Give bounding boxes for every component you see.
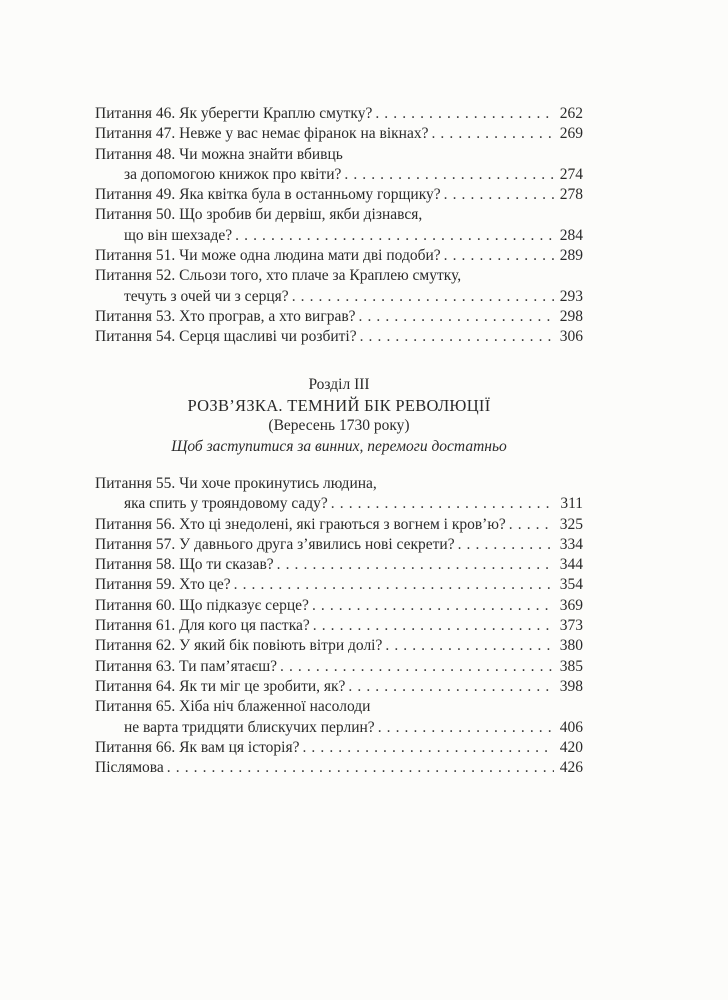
- toc-page-number: 406: [559, 718, 583, 736]
- toc-entry: [95, 205, 583, 246]
- toc-list-part-3: [95, 474, 583, 778]
- toc-leader-dots: [378, 718, 554, 738]
- toc-entry: [95, 266, 583, 307]
- toc-entry: [95, 596, 583, 616]
- toc-leader-dots: [313, 616, 554, 636]
- toc-entry-afterword: [95, 758, 583, 778]
- toc-leader-dots: [458, 535, 554, 555]
- section-number: Розділ ІІІ: [308, 376, 370, 393]
- toc-leader-dots: [385, 636, 554, 656]
- toc-entry: [95, 246, 583, 266]
- toc-entry-title: Питання 58. Що ти сказав?: [95, 556, 274, 574]
- toc-entry-title: Післямова: [95, 759, 164, 777]
- toc-entry-title: Питання 52. Сльози того, хто плаче за Краплею смутку,: [95, 267, 462, 285]
- toc-leader-dots: [292, 287, 554, 307]
- section-heading: [95, 375, 583, 457]
- toc-entry: [95, 307, 583, 327]
- toc-entry-title: Питання 55. Чи хоче прокинутись людина,: [95, 475, 377, 492]
- toc-list-part-2-end: [95, 104, 583, 348]
- toc-leader-dots: [444, 246, 554, 266]
- toc-entry: [95, 145, 583, 186]
- toc-page-number: 262: [559, 105, 583, 122]
- toc-page-number: 344: [559, 556, 583, 574]
- toc-entry: [95, 185, 583, 205]
- toc-leader-dots: [302, 738, 554, 758]
- toc-page-number: 420: [559, 738, 583, 756]
- toc-entry: [95, 575, 583, 595]
- toc-entry-title-continued: течуть з очей чи з серця?: [124, 287, 289, 305]
- toc-leader-dots: [312, 596, 554, 616]
- toc-entry-title-continued: за допомогою книжок про квіти?: [124, 165, 342, 183]
- toc-page-number: 306: [559, 328, 583, 346]
- toc-entry-title-continued: яка спить у трояндовому саду?: [124, 495, 328, 513]
- toc-entry-title: Питання 66. Як вам ця історія?: [95, 738, 300, 756]
- toc-entry: [95, 555, 583, 575]
- toc-entry: [95, 515, 583, 535]
- toc-entry: [95, 636, 583, 656]
- toc-entry: [95, 124, 583, 144]
- toc-entry: [95, 327, 583, 347]
- toc-entry: [95, 104, 583, 124]
- toc-leader-dots: [234, 575, 554, 595]
- toc-entry-title: Питання 63. Ти пам’ятаєш?: [95, 657, 278, 675]
- section-epigraph: Щоб заступитися за винних, перемоги достатньо: [171, 437, 507, 455]
- toc-leader-dots: [509, 515, 554, 535]
- toc-entry-title: Питання 56. Хто ці знедолені, які граються з вогнем і кров’ю?: [95, 515, 506, 533]
- toc-entry: [95, 616, 583, 636]
- toc-entry-title: Питання 47. Невже у вас немає фіранок на вікнах?: [95, 125, 429, 143]
- toc-page-number: 369: [559, 596, 583, 614]
- toc-entry: [95, 697, 583, 738]
- toc-page-number: 426: [559, 759, 583, 777]
- toc-entry-title: Питання 62. У який бік повіють вітри долі?: [95, 637, 383, 655]
- toc-leader-dots: [344, 165, 554, 185]
- toc-entry-title: Питання 51. Чи може одна людина мати дві подоби?: [95, 247, 441, 265]
- toc-leader-dots: [360, 327, 554, 347]
- toc-page-number: 298: [559, 307, 583, 325]
- section-title: РОЗВ’ЯЗКА. ТЕМНИЙ БІК РЕВОЛЮЦІЇ: [187, 395, 491, 415]
- toc-leader-dots: [331, 494, 554, 514]
- toc-leader-dots: [277, 555, 554, 575]
- toc-page-number: 325: [559, 515, 583, 533]
- toc-page-number: 274: [559, 165, 583, 183]
- toc-leader-dots: [235, 226, 554, 246]
- toc-entry-title: Питання 61. Для кого ця пастка?: [95, 617, 310, 635]
- toc-entry-title-continued: не варта тридцяти блискучих перлин?: [124, 718, 375, 736]
- toc-page-number: 293: [559, 287, 583, 305]
- toc-entry-title: Питання 50. Що зробив би дервіш, якби дізнався,: [95, 206, 423, 224]
- toc-leader-dots: [167, 758, 554, 778]
- toc-entry: [95, 535, 583, 555]
- toc-entry: [95, 738, 583, 758]
- toc-entry-title-continued: що він шехзаде?: [124, 226, 233, 244]
- toc-page-number: 284: [559, 226, 583, 244]
- toc-leader-dots: [444, 185, 554, 205]
- toc-entry-title: Питання 60. Що підказує серце?: [95, 596, 309, 614]
- toc-page-number: 334: [559, 535, 583, 553]
- toc-entry-title: Питання 65. Хіба ніч блаженної насолоди: [95, 698, 371, 716]
- toc-leader-dots: [280, 657, 554, 677]
- toc-leader-dots: [359, 307, 554, 327]
- toc-leader-dots: [431, 124, 554, 144]
- toc-page-number: 278: [559, 186, 583, 204]
- toc-entry-title: Питання 46. Як уберегти Краплю смутку?: [95, 105, 373, 122]
- toc-entry: [95, 474, 583, 515]
- section-date: (Вересень 1730 року): [268, 417, 410, 434]
- toc-entry-title: Питання 64. Як ти міг це зробити, як?: [95, 677, 346, 695]
- toc-entry: [95, 657, 583, 677]
- toc-entry-title: Питання 48. Чи можна знайти вбивць: [95, 145, 343, 163]
- toc-page-number: 380: [559, 637, 583, 655]
- toc-page-number: 354: [559, 576, 583, 594]
- toc-entry: [95, 677, 583, 697]
- toc-page-number: 373: [559, 617, 583, 635]
- toc-page-number: 398: [559, 677, 583, 695]
- toc-entry-title: Питання 57. У давнього друга з’явились нові секрети?: [95, 535, 455, 553]
- toc-page-number: 385: [559, 657, 583, 675]
- toc-leader-dots: [375, 104, 554, 124]
- toc-entry-title: Питання 59. Хто це?: [95, 576, 231, 594]
- toc-leader-dots: [348, 677, 554, 697]
- toc-page-number: 289: [559, 247, 583, 265]
- toc-entry-title: Питання 53. Хто програв, а хто виграв?: [95, 307, 356, 325]
- toc-entry-title: Питання 54. Серця щасливі чи розбиті?: [95, 328, 357, 346]
- toc-page-number: 311: [560, 495, 583, 513]
- toc-page-number: 269: [559, 125, 583, 143]
- toc-entry-title: Питання 49. Яка квітка була в останньому горщику?: [95, 186, 441, 204]
